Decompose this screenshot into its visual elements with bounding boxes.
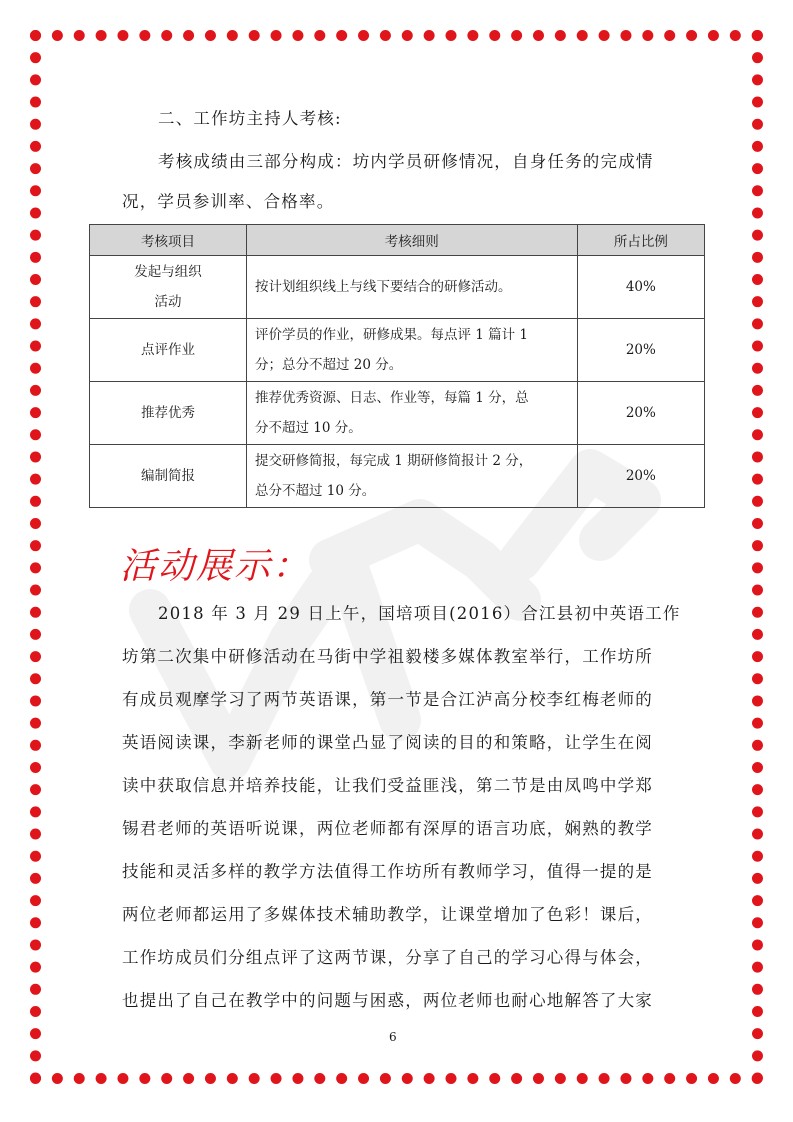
detail-cell (246, 382, 577, 445)
activity-text-line: 英语阅读课，李新老师的课堂凸显了阅读的目的和策略，让学生在阅 (122, 733, 653, 752)
item-text: 点评作业 (140, 342, 195, 358)
table-row (90, 445, 705, 508)
table-row (90, 382, 705, 445)
item-cell (90, 256, 247, 319)
header-detail: 考核细则 (246, 225, 577, 256)
activity-text-line: 工作坊成员们分组点评了这两节课，分享了自己的学习心得与体会， (122, 948, 653, 967)
section-heading: 二、工作坊主持人考核: (158, 109, 342, 128)
detail-cell (246, 319, 577, 382)
activity-text-line: 锡君老师的英语听说课，两位老师都有深厚的语言功底，娴熟的教学 (122, 819, 653, 838)
item-text: 推荐优秀 (140, 405, 195, 421)
assessment-table (89, 224, 705, 508)
activity-title: 活动展示： (120, 546, 311, 587)
activity-text-line: 坊第二次集中研修活动在马街中学祖毅楼多媒体教室举行，工作坊所 (122, 647, 653, 666)
activity-text-line: 有成员观摩学习了两节英语课，第一节是合江泸高分校李红梅老师的 (122, 690, 653, 709)
intro-text-line-2: 况，学员参训率、合格率。 (122, 192, 335, 211)
page-number: 6 (389, 1030, 397, 1044)
activity-text-line: 2018 年 3 月 29 日上午，国培项目(2016）合江县初中英语工作 (158, 604, 681, 623)
header-item: 考核项目 (90, 225, 247, 256)
detail-text: 评价学员的作业，研修成果。每点评 1 篇计 1 (254, 327, 529, 343)
activity-text-line: 技能和灵活多样的教学方法值得工作坊所有教师学习，值得一提的是 (122, 862, 653, 881)
table-header-row (90, 225, 705, 256)
detail-cell (246, 445, 577, 508)
header-ratio: 所占比例 (577, 225, 704, 256)
detail-text: 提交研修简报，每完成 1 期研修简报计 2 分， (254, 453, 533, 469)
item-cell (90, 319, 247, 382)
item-text: 发起与组织 (134, 264, 202, 280)
ratio-cell: 20% (577, 382, 704, 445)
ratio-cell: 40% (577, 256, 704, 319)
item-cell (90, 445, 247, 508)
detail-text: 推荐优秀资源、日志、作业等，每篇 1 分，总 (254, 390, 529, 406)
ratio-cell: 20% (577, 319, 704, 382)
detail-text: 分不超过 10 分。 (254, 420, 362, 436)
item-cell (90, 382, 247, 445)
item-text: 编制简报 (140, 468, 195, 484)
activity-text-line: 也提出了自己在教学中的问题与困惑，两位老师也耐心地解答了大家 (122, 991, 653, 1010)
detail-text: 分；总分不超过 20 分。 (254, 357, 403, 373)
ratio-cell: 20% (577, 445, 704, 508)
item-text: 活动 (154, 294, 182, 310)
activity-text-line: 两位老师都运用了多媒体技术辅助教学，让课堂增加了色彩！课后， (122, 905, 653, 924)
activity-text-line: 读中获取信息并培养技能，让我们受益匪浅，第二节是由凤鸣中学郑 (122, 776, 653, 795)
table-row (90, 256, 705, 319)
detail-text: 总分不超过 10 分。 (254, 483, 376, 499)
detail-cell (246, 256, 577, 319)
table-row (90, 319, 705, 382)
detail-text: 按计划组织线上与线下要结合的研修活动。 (254, 279, 512, 295)
intro-text-line-1: 考核成绩由三部分构成：坊内学员研修情况，自身任务的完成情 (158, 152, 654, 171)
